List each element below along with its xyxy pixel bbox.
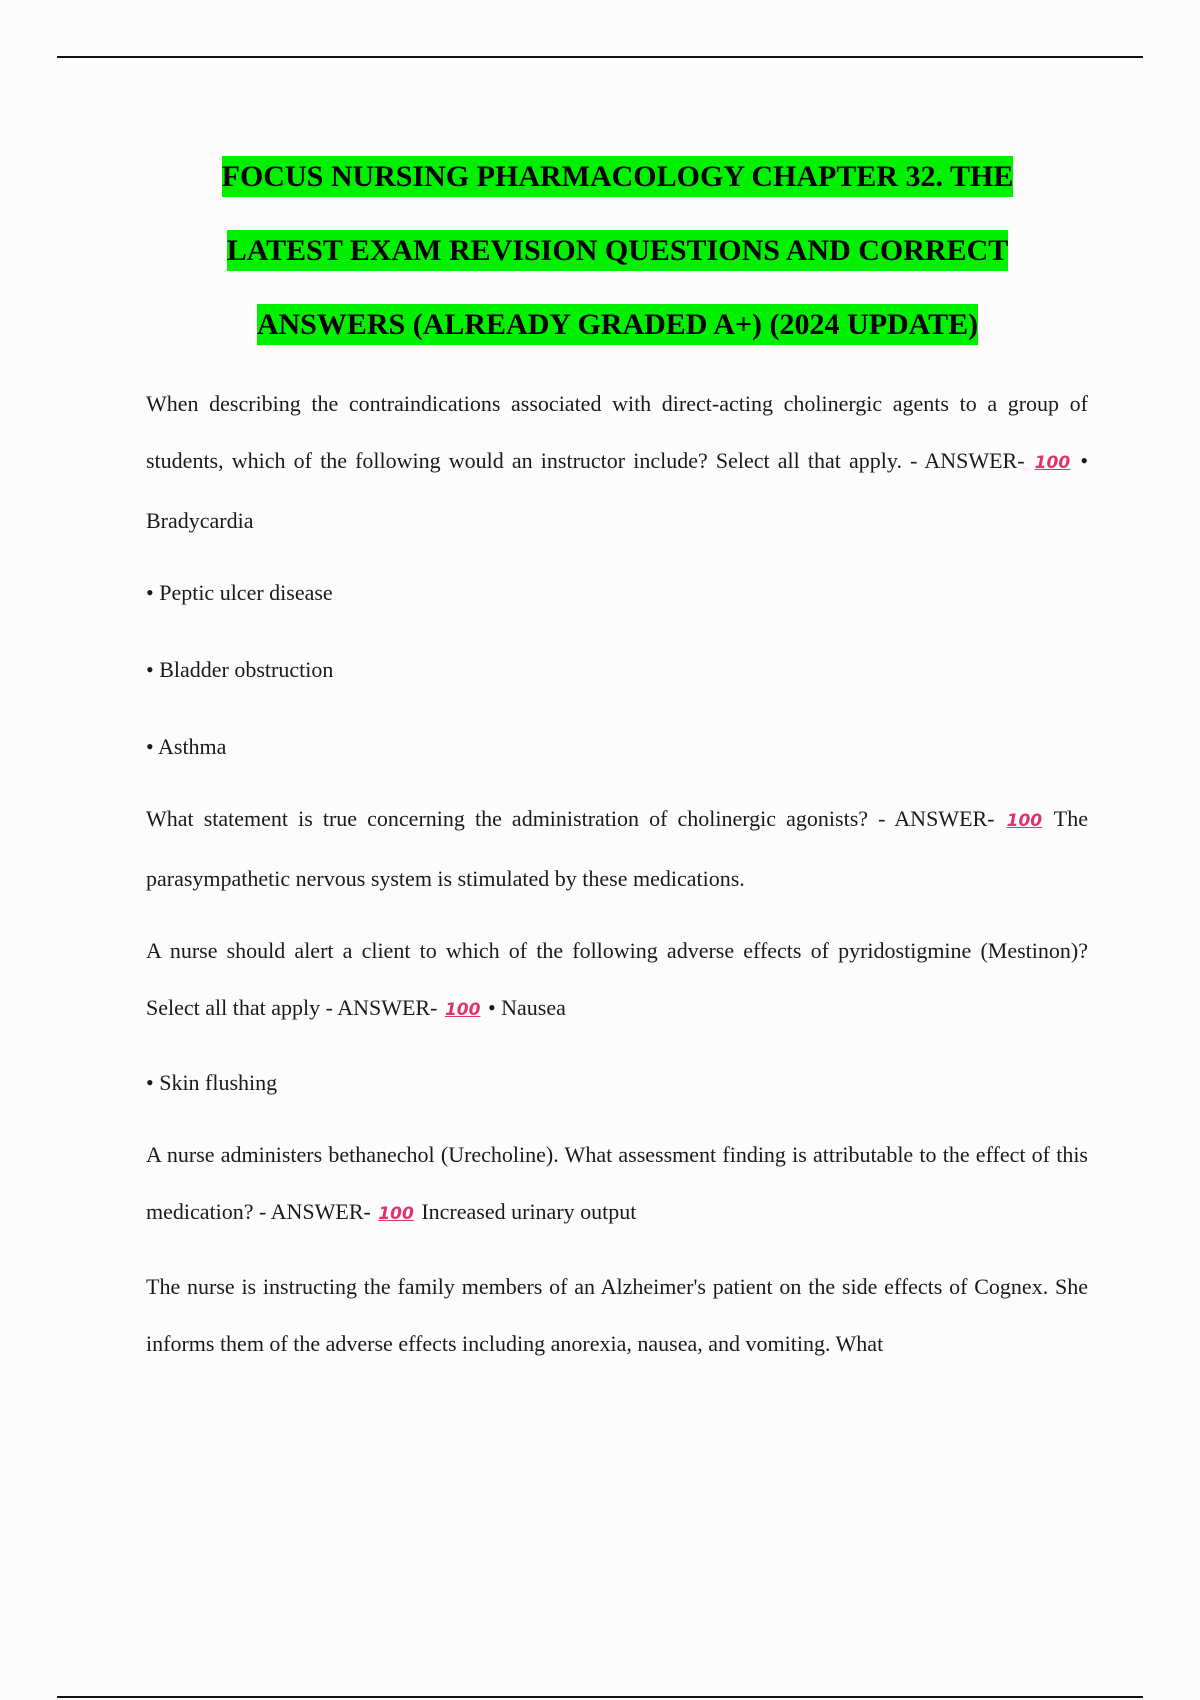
answer-1-item-3: • Bladder obstruction (146, 657, 334, 682)
question-2-text: What statement is true concerning the administration of cholinergic agonists? - ANSWER- (146, 806, 995, 831)
question-3-text: A nurse should alert a client to which of the following adverse effects of pyridostigmine (Mestinon)? Select all that apply - ANSWER- (146, 938, 1088, 1020)
question-1-text: When describing the contraindications associated with direct-acting cholinergic agents to a group of students, which of the following would an instructor include? Select all that apply. - ANSWER- (146, 391, 1088, 473)
hundred-points-icon: 100 (1034, 453, 1071, 473)
title-line-2: LATEST EXAM REVISION QUESTIONS AND CORRECT (227, 230, 1009, 271)
answer-1-item-1: • Bradycardia (146, 448, 1089, 533)
question-2 (146, 790, 1088, 907)
footer-rule (57, 1696, 1143, 1698)
header-rule (57, 56, 1143, 58)
title-line-3: ANSWERS (ALREADY GRADED A+) (2024 UPDATE) (257, 304, 978, 345)
answer-2: The parasympathetic nervous system is stimulated by these medications. (146, 806, 1088, 891)
question-4-text: A nurse administers bethanechol (Urecholine). What assessment finding is attributable to the effect of this medication? - ANSWER- (146, 1142, 1088, 1224)
question-5 (146, 1258, 1088, 1372)
answer-1-item-4: • Asthma (146, 734, 227, 759)
hundred-points-icon: 100 (444, 1000, 481, 1020)
question-5-text: The nurse is instructing the family members of an Alzheimer's patient on the side effects of Cognex. She informs them of the adverse effects including anorexia, nausea, and vomiting. What (146, 1274, 1088, 1356)
question-4 (146, 1126, 1088, 1243)
answer-3-item-2: • Skin flushing (146, 1070, 278, 1095)
document-title (100, 140, 1135, 362)
answer-4: Increased urinary output (421, 1199, 637, 1224)
answer-3-item-1: • Nausea (487, 995, 566, 1020)
answer-1-item-2: • Peptic ulcer disease (146, 580, 333, 605)
title-line-1: FOCUS NURSING PHARMACOLOGY CHAPTER 32. THE (222, 156, 1014, 197)
hundred-points-icon: 100 (378, 1204, 414, 1224)
document-body (146, 375, 1088, 1372)
question-3 (146, 922, 1088, 1039)
question-1 (146, 375, 1088, 549)
hundred-points-icon: 100 (1006, 811, 1043, 831)
